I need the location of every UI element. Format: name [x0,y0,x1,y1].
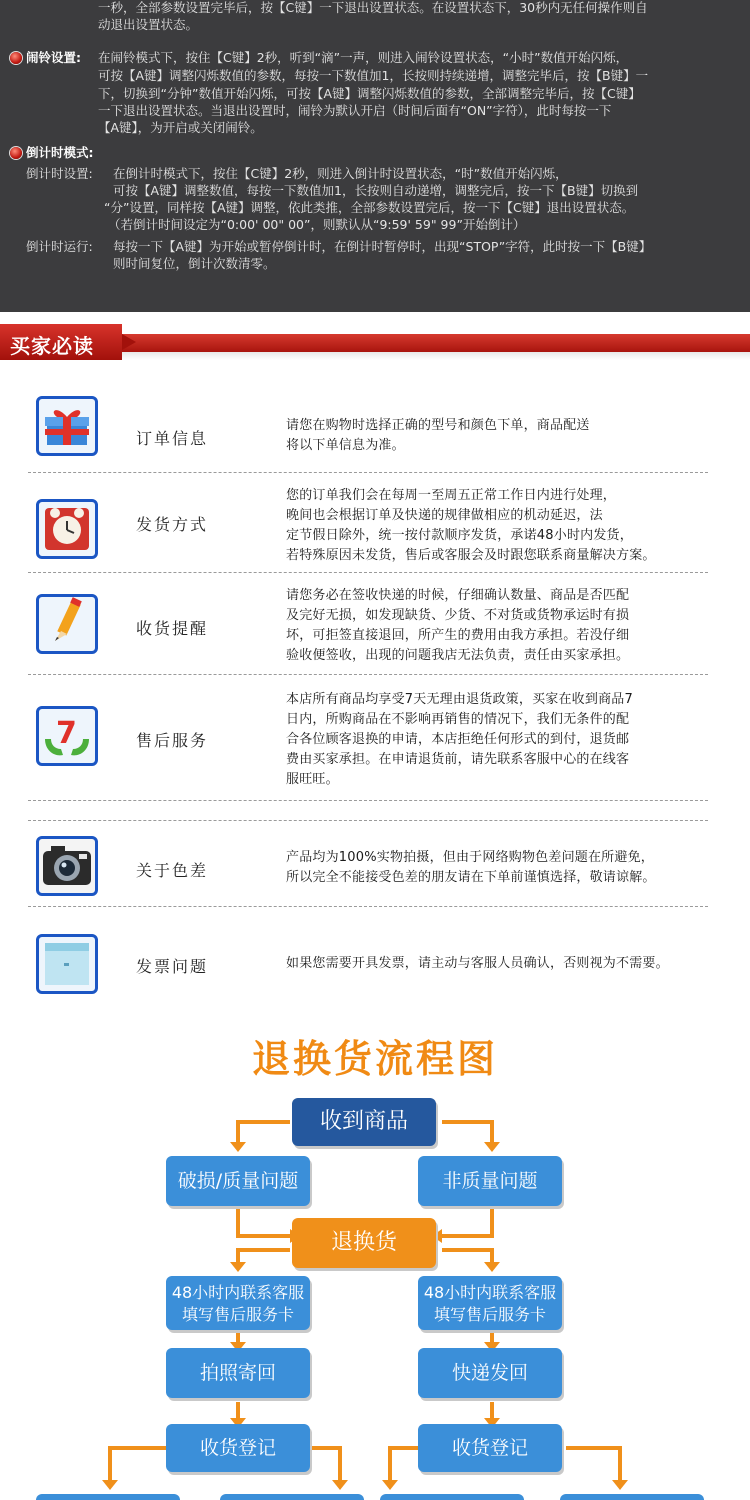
manual-line: 则时间复位，倒计次数清零。 [113,256,276,271]
manual-line: （若倒计时间设定为“0:00' 00" 00”，则默认从“9:59' 59" 99”开始倒计） [108,217,526,232]
flow-step-register-left: 收货登记 [166,1424,310,1472]
manual-line: “分”设置，同样按【A键】调整，依此类推，全部参数设置完后，按一下【C键】退出设置状态。 [104,200,635,215]
manual-line: 一秒，全部参数设置完毕后，按【C键】一下退出设置状态。在设置状态下，30秒内无任何操作则自 [98,0,648,15]
info-row-invoice [28,932,708,1002]
svg-text:7: 7 [56,716,77,751]
gift-icon [36,396,98,456]
countdown-mode-heading: 倒计时模式: [26,145,94,160]
flow-step-photo-return: 拍照寄回 [166,1348,310,1398]
flow-step-register-right: 收货登记 [418,1424,562,1472]
flow-text-line: 填写售后服务卡 [181,1305,294,1324]
row-text-line: 如果您需要开具发票，请主动与客服人员确认，否则视为不需要。 [286,956,669,971]
seven-days-icon [36,706,98,766]
row-text-line: 您的订单我们会在每周一至周五正常工作日内进行处理， [286,488,617,503]
row-text-line: 本店所有商品均享受7天无理由退货政策，买家在收到商品7 [286,692,633,707]
manual-line: 一下退出设置状态。当退出设置时，闹铃为默认开启（时间后面有“ON”字符），此时每按一下 [98,103,612,118]
invoice-icon [36,934,98,994]
row-text-line: 请您在购物时选择正确的型号和颜色下单，商品配送 [286,418,590,433]
flow-step-express-return: 快递发回 [418,1348,562,1398]
row-divider [28,572,708,573]
row-text-line: 及完好无损，如发现缺货、少货、不对货或货物承运时有损 [286,608,630,623]
flow-step-exchange: 退换货 [292,1218,436,1268]
row-text-line: 请您务必在签收快递的时候，仔细确认数量、商品是否匹配 [286,588,630,603]
info-row-color-difference [28,834,708,904]
flow-text-line: 填写售后服务卡 [433,1305,546,1324]
info-row-receipt [28,588,708,663]
bullet-icon [10,147,22,159]
row-divider [28,906,708,907]
info-row-after-sales [28,692,708,787]
flow-step-partial [560,1494,704,1500]
manual-line: 可按【A键】调整数值，每按一下数值加1，长按则自动递增，调整完后，按一下【B键】切换到 [113,183,639,198]
flow-arrows [0,1090,750,1500]
alarm-setting-heading: 闹铃设置: [26,50,81,65]
manual-line: 每按一下【A键】为开始或暂停倒计时，在倒计时暂停时，出现“STOP”字符，此时按一下【B键】 [113,239,652,254]
row-label: 发票问题 [136,957,209,976]
row-label: 售后服务 [136,731,209,750]
buyer-notice-banner [0,312,750,364]
camera-icon [36,836,98,896]
banner-tag [0,324,122,360]
row-label: 订单信息 [136,429,209,448]
manual-line: 下，切换到“分钟”数值开始闪烁，可按【A键】调整闪烁数值的参数，全部调整完毕后，按【C键】 [98,86,641,101]
row-label: 关于色差 [136,861,209,880]
flow-title: 退换货流程图 [251,1037,498,1081]
flow-step-partial [36,1494,180,1500]
flow-text-line: 48小时内联系客服 [423,1283,557,1302]
manual-line: 在闹铃模式下，按住【C键】2秒，听到“滴”一声，则进入闹铃设置状态，“小时”数值开始闪烁， [98,50,629,65]
info-row-shipping [28,488,708,566]
row-text-line: 所以完全不能接受色差的朋友请在下单前谨慎选择，敬请谅解。 [286,870,656,885]
countdown-run-heading: 倒计时运行: [26,239,93,254]
banner-title: 买家必读 [10,334,94,358]
row-text-line: 坏，可拒签直接退回，所产生的费用由我方承担。若没仔细 [286,628,630,643]
flow-text-line: 48小时内联系客服 [171,1283,305,1302]
flow-step-non-quality: 非质量问题 [418,1156,562,1206]
alarm-clock-icon [36,499,98,559]
manual-line: 在倒计时模式下，按住【C键】2秒，则进入倒计时设置状态，“时”数值开始闪烁， [113,166,568,181]
row-text-line: 晚间也会根据订单及快递的规律做相应的机动延迟，法 [286,508,603,523]
manual-line: 动退出设置状态。 [98,17,199,32]
row-text-line: 若特殊原因未发货，售后或客服会及时跟您联系商量解决方案。 [286,548,656,563]
row-text-line: 服旺旺。 [286,772,339,787]
manual-line: 【A键】，为开启或关闭闹铃。 [98,120,263,135]
row-text-line: 日内，所购商品在不影响再销售的情况下，我们无条件的配 [286,712,630,727]
info-row-order [28,396,708,466]
banner-bar [110,334,750,352]
flow-step-contact-right [418,1276,562,1330]
instruction-manual-section [0,0,750,312]
row-text-line: 验收便签收，出现的问题我店无法负责，责任由买家承担。 [286,648,630,663]
row-divider [28,800,708,801]
row-text-line: 合各位顾客退换的申请，本店拒绝任何形式的到付，退货邮 [286,732,630,747]
flow-step-partial [380,1494,524,1500]
row-text-line: 产品均为100%实物拍摄，但由于网络购物色差问题在所避免， [286,850,654,865]
row-text-line: 定节假日除外，统一按付款顺序发货，承诺48小时内发货， [286,528,633,543]
pencil-icon [36,594,98,654]
row-label: 发货方式 [136,515,209,534]
row-text-line: 将以下单信息为准。 [286,438,405,453]
flow-step-contact-left [166,1276,310,1330]
flow-step-damaged: 破损/质量问题 [166,1156,310,1206]
flow-step-partial [220,1494,364,1500]
flow-step-receive: 收到商品 [292,1098,436,1146]
row-divider [28,472,708,473]
manual-line: 可按【A键】调整闪烁数值的参数，每按一下数值加1，长按则持续递增，调整完毕后，按【B键】一 [98,68,649,83]
countdown-setting-heading: 倒计时设置: [26,166,93,181]
row-label: 收货提醒 [136,619,209,638]
bullet-icon [10,52,22,64]
row-divider [28,674,708,675]
row-text-line: 费由买家承担。在申请退货前，请先联系客服中心的在线客 [286,752,630,767]
row-divider [28,820,708,821]
